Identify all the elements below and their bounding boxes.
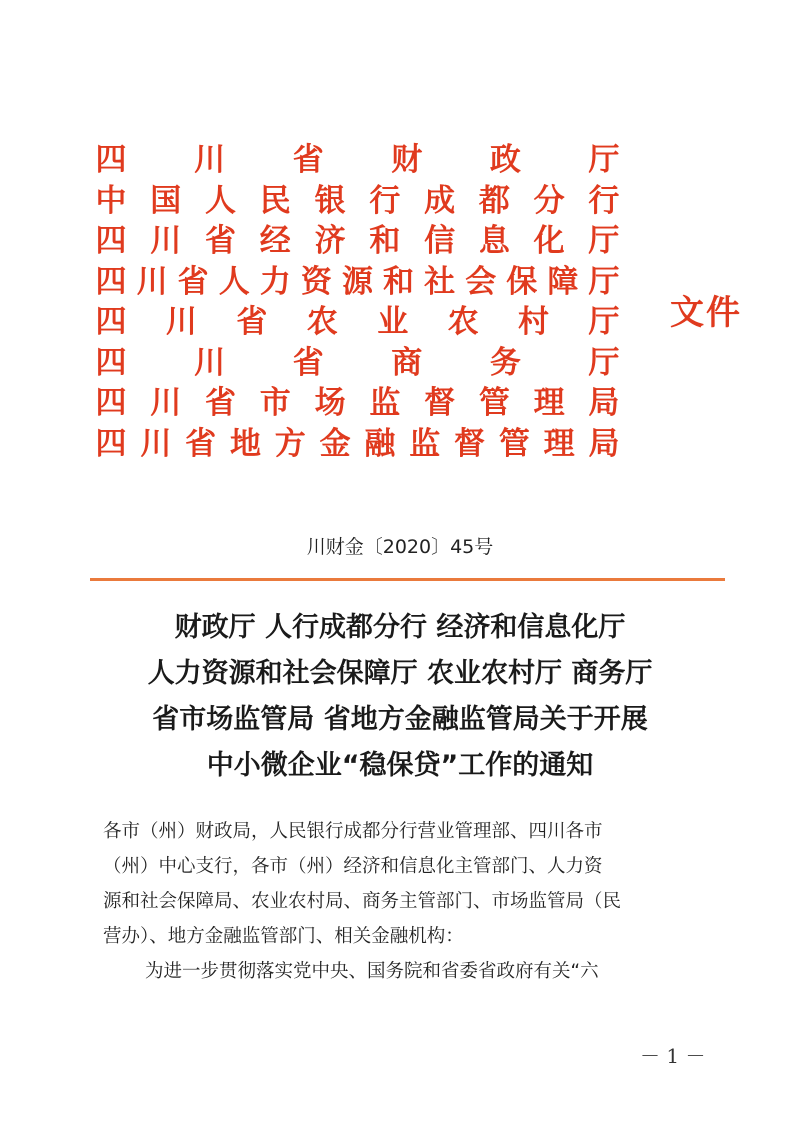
issuer-row <box>95 343 620 384</box>
issuer-char: 省 <box>236 304 268 340</box>
issuer-char: 川 <box>194 142 226 178</box>
issuer-char: 障 <box>547 263 579 300</box>
red-divider-line <box>90 578 725 581</box>
issuer-char: 人 <box>218 263 250 300</box>
issuer-char: 厅 <box>588 142 620 178</box>
issuer-row <box>95 302 620 343</box>
issuer-char: 川 <box>165 304 197 340</box>
addressee-line: 源和社会保障局、农业农村局、商务主管部门、市场监管局（民 <box>103 891 622 912</box>
issuer-char: 社 <box>424 263 456 300</box>
issuer-char: 分 <box>533 182 565 219</box>
issuer-char: 中 <box>95 182 127 219</box>
issuer-char: 四 <box>95 223 127 259</box>
issuer-char: 川 <box>194 344 226 381</box>
page-number: － 1 － <box>640 1044 706 1068</box>
issuer-char: 川 <box>150 385 182 421</box>
issuer-char: 行 <box>369 182 401 219</box>
issuer-char: 四 <box>95 142 127 178</box>
issuer-char: 都 <box>478 182 510 219</box>
issuer-char: 督 <box>454 425 485 462</box>
issuer-char: 省 <box>205 385 237 421</box>
issuer-row <box>95 262 620 303</box>
issuer-char: 经 <box>259 223 291 259</box>
issuer-row <box>95 221 620 262</box>
issuer-char: 政 <box>489 142 521 178</box>
issuer-char: 和 <box>369 223 401 259</box>
issuer-char: 民 <box>259 182 291 219</box>
issuer-char: 力 <box>259 263 291 300</box>
issuer-char: 和 <box>383 263 415 300</box>
issuer-char: 财 <box>391 142 423 178</box>
issuer-char: 务 <box>489 344 521 381</box>
issuer-char: 监 <box>409 425 441 462</box>
issuer-char: 银 <box>314 182 346 219</box>
issuer-char: 源 <box>341 263 373 300</box>
issuer-char: 局 <box>588 425 620 462</box>
issuer-char: 息 <box>478 223 510 259</box>
issuer-char: 管 <box>478 385 510 421</box>
issuer-char: 村 <box>518 304 550 340</box>
issuer-char: 商 <box>391 344 423 381</box>
addressee-line: 营办）、地方金融监管部门、相关金融机构： <box>103 926 464 947</box>
issuer-char: 四 <box>95 425 127 462</box>
issuer-char: 成 <box>424 182 456 219</box>
issuer-row <box>95 181 620 222</box>
issuer-char: 川 <box>150 223 182 259</box>
issuer-char: 行 <box>588 182 620 219</box>
body-text <box>103 814 708 989</box>
issuer-char: 金 <box>319 425 351 462</box>
title-line: 人力资源和社会保障厅 农业农村厅 商务厅 <box>147 658 653 689</box>
issuer-char: 理 <box>543 425 575 462</box>
issuer-char: 省 <box>292 344 324 381</box>
issuer-char: 管 <box>498 425 530 462</box>
issuer-char: 信 <box>424 223 456 259</box>
paragraph-line: 为进一步贯彻落实党中央、国务院和省委省政府有关“六 <box>145 961 599 982</box>
issuer-row <box>95 383 620 424</box>
issuer-char: 四 <box>95 263 127 300</box>
issuer-char: 资 <box>300 263 332 300</box>
addressee-line: 各市（州）财政局，人民银行成都分行营业管理部、四川各市 <box>103 821 603 842</box>
issuer-char: 保 <box>506 263 538 300</box>
issuer-char: 厅 <box>588 344 620 381</box>
issuer-char: 农 <box>306 304 338 340</box>
issuer-char: 化 <box>533 223 565 259</box>
issuer-char: 济 <box>314 223 346 259</box>
issuer-char: 川 <box>136 263 168 300</box>
issuer-char: 省 <box>177 263 209 300</box>
issuer-char: 地 <box>229 425 261 462</box>
issuer-char: 农 <box>447 304 479 340</box>
issuer-char: 厅 <box>588 263 620 300</box>
title-line: 财政厅 人行成都分行 经济和信息化厅 <box>174 612 626 643</box>
issuer-char: 人 <box>205 182 237 219</box>
title-line: 省市场监管局 省地方金融监管局关于开展 <box>152 704 648 735</box>
issuer-char: 场 <box>314 385 346 421</box>
document-title <box>0 605 800 789</box>
issuer-char: 监 <box>369 385 401 421</box>
document-label: 文件 <box>670 293 742 333</box>
issuer-char: 融 <box>364 425 396 462</box>
issuer-char: 市 <box>259 385 291 421</box>
issuer-char: 四 <box>95 304 127 340</box>
issuer-char: 督 <box>424 385 456 421</box>
issuer-char: 省 <box>292 142 324 178</box>
issuer-char: 局 <box>588 385 620 421</box>
title-line: 中小微企业“稳保贷”工作的通知 <box>206 750 594 781</box>
issuer-char: 川 <box>140 425 172 462</box>
issuer-row <box>95 140 620 181</box>
issuer-char: 业 <box>377 304 409 340</box>
document-number: 川财金〔2020〕45号 <box>306 536 494 558</box>
issuer-row <box>95 424 620 465</box>
issuer-char: 国 <box>150 182 182 219</box>
issuer-char: 方 <box>274 425 306 462</box>
issuer-char: 省 <box>185 425 217 462</box>
issuer-list <box>95 140 620 464</box>
issuer-char: 四 <box>95 344 127 381</box>
addressee-line: （州）中心支行，各市（州）经济和信息化主管部门、人力资 <box>103 856 603 877</box>
issuer-char: 会 <box>465 263 497 300</box>
issuer-char: 理 <box>533 385 565 421</box>
issuer-char: 省 <box>205 223 237 259</box>
issuer-char: 四 <box>95 385 127 421</box>
issuer-char: 厅 <box>588 223 620 259</box>
issuer-char: 厅 <box>588 304 620 340</box>
